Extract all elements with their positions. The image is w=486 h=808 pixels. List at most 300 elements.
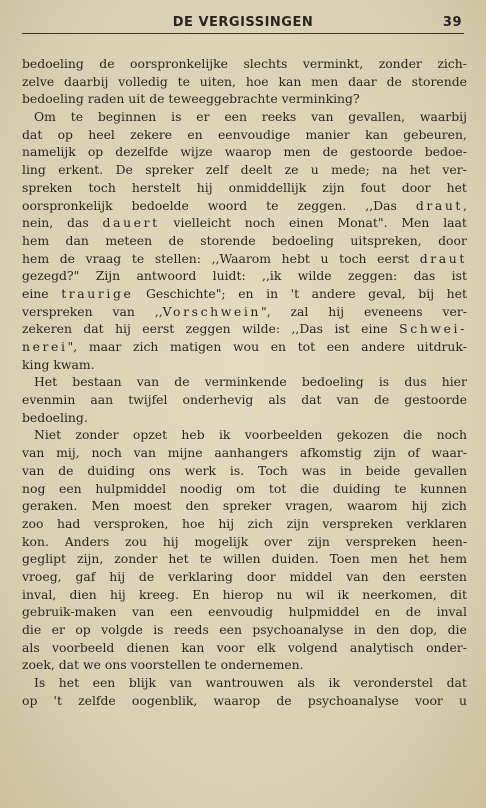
word: hij (328, 303, 345, 319)
word: fout (360, 179, 386, 195)
word: men (370, 551, 398, 567)
spaced-emphasis: nerei (22, 339, 68, 354)
word: teweeggebrachte (168, 91, 278, 107)
word (103, 214, 160, 232)
word: die (299, 480, 320, 496)
word: heel (88, 126, 115, 142)
text-line (22, 126, 467, 144)
word: gevallen (414, 462, 467, 478)
text-line (22, 356, 467, 374)
word: vraag (85, 250, 122, 266)
text-line (22, 533, 467, 551)
word: meteen (105, 232, 153, 248)
word: gebeuren, (403, 126, 467, 142)
word: van (22, 462, 45, 478)
word: oogenblik, (131, 692, 198, 708)
text-line (22, 267, 467, 285)
word: opzet (132, 427, 168, 443)
word: hij (109, 568, 126, 584)
word: zich (132, 339, 159, 354)
word: er (196, 109, 210, 125)
word: volledig (118, 73, 168, 89)
word: van (336, 392, 359, 408)
word: van (133, 445, 156, 461)
word: ver- (442, 303, 467, 319)
spaced-emphasis: traurige (61, 285, 134, 301)
word: bedoeling (22, 91, 84, 107)
word: psychoanalyse (307, 692, 399, 708)
word: nerei", (22, 339, 78, 354)
word: Het (34, 374, 58, 390)
word: zijn, (77, 551, 104, 567)
word: den (376, 622, 400, 637)
word: die (403, 427, 423, 443)
word: mede; (331, 162, 370, 178)
word: andere (311, 285, 356, 301)
word: neerkomen, (362, 586, 437, 602)
text-line (22, 285, 467, 303)
text-line (22, 444, 467, 462)
word: onmiddellijk (228, 179, 307, 195)
word: door (246, 568, 276, 584)
text-line (22, 90, 467, 108)
word: mij, (56, 445, 80, 461)
word: ist (334, 321, 350, 337)
word: ling (22, 162, 46, 178)
word: moest (133, 498, 172, 514)
word: willen (222, 551, 261, 567)
word: zelfde (78, 692, 116, 708)
word: dat (301, 392, 322, 408)
word: noodig (179, 480, 223, 496)
word: ik (328, 675, 340, 691)
header-rule (22, 33, 464, 34)
word: storende (200, 232, 256, 248)
word: duiding (87, 462, 136, 478)
text-line (22, 480, 467, 498)
word: maar (88, 339, 122, 354)
word: was (301, 462, 326, 478)
word: een (224, 109, 247, 125)
text-line (22, 250, 467, 268)
text-line (22, 426, 467, 444)
word: dan (65, 232, 89, 248)
word: hij (109, 586, 126, 602)
word: bedoeling. (22, 409, 88, 425)
word: elk (256, 639, 276, 655)
word: kan (365, 126, 388, 142)
word: eenvoudige (217, 126, 291, 142)
word: u (320, 250, 329, 266)
word: voorbeelden (244, 427, 323, 443)
word: zelve (22, 73, 55, 89)
word: er (51, 622, 65, 637)
word: kon. (22, 533, 49, 549)
word: van (346, 568, 369, 584)
word: hij (196, 179, 213, 195)
word: Anders (64, 533, 110, 549)
word: den (382, 568, 406, 584)
text-line (22, 373, 467, 391)
word (420, 250, 467, 268)
spaced-emphasis: draut (415, 197, 464, 213)
word: bedoeling (22, 56, 84, 71)
word: zoo (22, 515, 44, 531)
word: ist (451, 268, 467, 284)
word: volgde (101, 622, 143, 637)
word: hoe (245, 73, 269, 89)
word: noch (91, 445, 122, 461)
word: zekere (130, 126, 173, 142)
text-line (22, 303, 467, 321)
word: verminking? (281, 91, 360, 107)
word: bestaan (72, 374, 122, 390)
text-line (22, 603, 467, 621)
word: in (353, 622, 366, 637)
word (399, 320, 467, 338)
word: dezelfde (115, 144, 169, 160)
word: twijfel (128, 392, 168, 408)
word: kwam. (53, 356, 95, 372)
word: zeggen: (347, 268, 398, 284)
word: namelijk (22, 144, 76, 160)
word: eerst (142, 321, 175, 337)
word: spreker (145, 162, 194, 178)
word: dat (446, 675, 467, 691)
word: noch (436, 427, 467, 443)
word: Men (91, 498, 120, 514)
word: verspreken (322, 515, 394, 531)
word: zal (290, 303, 309, 319)
word: onder- (426, 639, 467, 655)
word: vielleicht (173, 215, 231, 231)
word: heb (181, 427, 205, 443)
chapter-title: DE VERGISSINGEN (172, 15, 314, 30)
text-line (22, 497, 467, 515)
word: om (236, 480, 256, 496)
word: analytisch (349, 639, 414, 655)
word: zich (247, 515, 274, 531)
word: hulpmiddel (95, 480, 167, 496)
word: het (446, 285, 467, 301)
word: ver- (442, 162, 467, 178)
word: mogelijk (194, 533, 249, 549)
word: mijne (167, 445, 203, 461)
text-line (22, 568, 467, 586)
word: dien (69, 586, 97, 602)
word: zijn (307, 533, 330, 549)
word: zeggen (185, 321, 231, 337)
word: eersten (419, 568, 467, 584)
word: storende (411, 73, 467, 89)
word: zich- (437, 56, 467, 71)
word: manier (305, 126, 350, 142)
word: Toen (329, 551, 360, 567)
word: ,,Vorschwein", (154, 303, 271, 319)
word: uiten, (199, 73, 236, 89)
text-line (22, 320, 467, 338)
text-line (22, 197, 467, 215)
word: zonder (378, 56, 422, 71)
word: als (22, 639, 40, 655)
word: dat (58, 657, 80, 673)
word: De (115, 162, 133, 178)
word: ondernemen. (220, 657, 304, 673)
word: nu (276, 586, 293, 602)
word: waarop (213, 692, 261, 708)
word: Monat". (337, 215, 388, 231)
word: gebruik-maken (22, 604, 117, 620)
word: geraken. (22, 498, 78, 514)
text-line (22, 108, 467, 126)
word: kan (278, 73, 302, 89)
text-line (22, 621, 467, 639)
word: inval, (22, 586, 57, 602)
word: aanhangers (214, 445, 289, 461)
word: Zijn (95, 268, 121, 284)
word: zijn (286, 515, 309, 531)
word: Geschichte"; (146, 285, 226, 301)
word: ,,Das (291, 321, 324, 337)
running-header (22, 8, 464, 30)
word: men (311, 73, 339, 89)
word: verklaring (168, 568, 233, 584)
word: hier (441, 374, 467, 390)
word: draut, (415, 197, 467, 213)
word: daar (348, 73, 377, 89)
word: de (405, 604, 422, 620)
word: wil (305, 586, 325, 602)
word: op (22, 692, 38, 708)
word: veronderstel (353, 675, 434, 691)
word: reeds (173, 622, 209, 637)
word: te (394, 480, 407, 496)
word: toch (339, 250, 367, 266)
word: zonder (114, 551, 158, 567)
word: dat (22, 126, 43, 142)
word: tot (297, 339, 316, 354)
word: voor (216, 639, 245, 655)
word: gaf (75, 568, 96, 584)
word: waarbij (419, 109, 467, 125)
word: beginnen (97, 109, 157, 125)
word: en (270, 339, 287, 354)
word: te (204, 657, 217, 673)
word: king (22, 356, 50, 372)
word: reeks (261, 109, 297, 125)
word: bij (418, 285, 435, 301)
word: inval (436, 604, 467, 620)
spaced-emphasis: draut (419, 250, 467, 266)
word: verminkt, (302, 56, 364, 71)
text-line (22, 391, 467, 409)
word: eerst (377, 250, 410, 266)
word: ,,ik (262, 268, 282, 284)
word: ik (218, 427, 231, 443)
word: verklaren (406, 515, 467, 531)
text-line (22, 550, 467, 568)
word: een (59, 480, 82, 496)
word: van (132, 604, 155, 620)
word: voor (415, 692, 443, 708)
word: antwoord (136, 268, 197, 284)
word: door (401, 179, 431, 195)
text-line (22, 232, 467, 250)
word: voorbeeld (52, 639, 115, 655)
word: geval, (368, 285, 406, 301)
word: ze (284, 162, 299, 178)
word: 't (53, 692, 62, 708)
word: in (266, 285, 279, 301)
word: ,,Das (365, 197, 397, 213)
word: is. (229, 462, 245, 478)
word: verspreken (22, 303, 93, 319)
word: te (70, 109, 84, 125)
word: Is (34, 675, 46, 691)
word: hij (115, 321, 131, 337)
word: zelf (205, 162, 229, 178)
word: psychoanalyse (252, 622, 344, 637)
word: spreker (222, 498, 272, 514)
word: woord (207, 197, 248, 213)
word: verminkende (204, 374, 287, 390)
word: oorspronkelijke (130, 56, 228, 71)
page-number: 39 (442, 15, 462, 30)
word: geglipt (22, 551, 67, 567)
word: het (168, 551, 189, 567)
word: das (67, 215, 89, 231)
body-text (22, 55, 467, 709)
word: evenmin (22, 392, 76, 408)
word: door (438, 232, 467, 248)
word: kunnen (420, 480, 467, 496)
word: verspreken (345, 533, 417, 549)
word: gevallen, (348, 109, 406, 125)
word: laat (443, 215, 467, 231)
word: noch (244, 215, 276, 231)
word: gezegd?" (22, 268, 80, 284)
word: de (138, 568, 155, 584)
word: te (199, 551, 212, 567)
word: hij (411, 498, 428, 514)
word: toch (88, 179, 116, 195)
word: wou (233, 339, 260, 354)
text-line (22, 179, 467, 197)
word: hoe (182, 515, 205, 531)
word: gestoorde (349, 144, 413, 160)
word: andere (361, 339, 405, 354)
word: we (83, 657, 101, 673)
word: na (382, 162, 398, 178)
word: tot (268, 480, 287, 496)
word: eenvoudig (208, 604, 274, 620)
word: versproken, (93, 515, 169, 531)
word: matigen (170, 339, 222, 354)
word: het (409, 162, 431, 178)
word: nog (22, 480, 46, 496)
word: duiding (332, 480, 381, 496)
word: dienen (126, 639, 170, 655)
word: onderhevig (182, 392, 254, 408)
word: de (58, 462, 74, 478)
word: erkent. (58, 162, 104, 178)
word: dat (83, 321, 104, 337)
word: een (169, 604, 193, 620)
word: Men (401, 215, 430, 231)
word: het (446, 179, 467, 195)
text-line (22, 143, 467, 161)
word: zeggen. (297, 197, 347, 213)
word: een (219, 622, 242, 637)
word: uitdruk- (416, 339, 467, 354)
word: afkomstig (299, 445, 362, 461)
word: vroeg, (22, 568, 62, 584)
word: das (413, 268, 436, 284)
word: de (174, 374, 190, 390)
word: volgend (287, 639, 338, 655)
word: als (297, 675, 315, 691)
word: zoek, (22, 657, 55, 673)
word: zonder (75, 427, 119, 443)
text-line (22, 656, 467, 674)
word: bedoelde (131, 197, 189, 213)
text-line (22, 55, 467, 73)
word: Niet (34, 427, 62, 443)
word: gekozen (336, 427, 389, 443)
word: de (59, 250, 75, 266)
word: den (185, 498, 209, 514)
word: ons (148, 462, 171, 478)
word: u (310, 162, 319, 178)
word: zou (125, 533, 147, 549)
text-line (22, 515, 467, 533)
word: daarbij (64, 73, 109, 89)
word: uit (128, 91, 146, 107)
word: als (268, 392, 287, 408)
word: einen (288, 215, 324, 231)
spaced-emphasis: Schwei- (399, 321, 467, 337)
text-line (22, 214, 467, 232)
text-line (22, 639, 467, 657)
word: hierop (222, 586, 264, 602)
word: blijk (128, 675, 157, 691)
word: dus (404, 374, 427, 390)
word: eveneens (363, 303, 423, 319)
word: over (264, 533, 292, 549)
word: bedoeling (272, 232, 334, 248)
word: aan (90, 392, 114, 408)
word: luidt: (212, 268, 246, 284)
word: Toch (258, 462, 288, 478)
word: duiden. (271, 551, 319, 567)
word: die (447, 622, 467, 637)
word: uitspreken, (350, 232, 422, 248)
word: zekeren (22, 321, 72, 337)
word: waar- (431, 445, 467, 461)
word: de (373, 392, 390, 408)
word: ,,Waarom (211, 250, 272, 266)
word: raden (87, 91, 125, 107)
word: eine (22, 285, 49, 301)
word: is (153, 622, 164, 637)
word: en (238, 285, 254, 301)
text-line (22, 674, 467, 692)
word: op (87, 144, 104, 160)
word: of (407, 445, 420, 461)
word: oorspronkelijk (22, 197, 113, 213)
word: zijn (322, 179, 345, 195)
word: eine (361, 321, 388, 337)
